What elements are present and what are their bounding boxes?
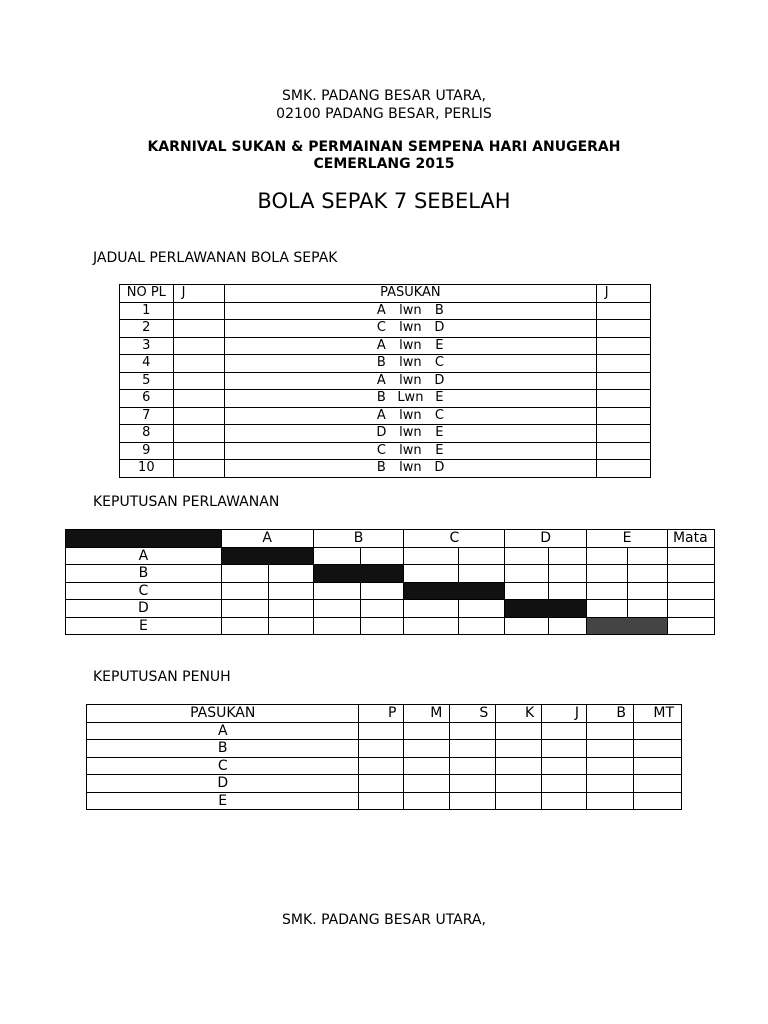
goals-team-a-cell[interactable] (173, 302, 224, 320)
score-cell[interactable] (628, 565, 668, 583)
score-cell[interactable] (268, 600, 313, 618)
school-address: 02100 PADANG BESAR, PERLIS (276, 106, 492, 122)
match-teams (225, 425, 597, 443)
table-row (87, 792, 682, 810)
match-number: 3 (120, 337, 174, 355)
versus-label: lwn (399, 337, 422, 353)
match-number: 10 (120, 460, 174, 478)
team-name: E (87, 792, 359, 810)
score-cell[interactable] (587, 600, 628, 618)
team-b: E (435, 442, 444, 458)
stat-cell[interactable] (359, 740, 404, 758)
table-row (66, 582, 715, 600)
column-header-team-e: E (587, 530, 668, 548)
goals-team-a-cell[interactable] (173, 460, 224, 478)
stat-cell[interactable] (450, 792, 496, 810)
goals-team-a-cell[interactable] (173, 372, 224, 390)
column-header-team-b: B (313, 530, 404, 548)
table-row (120, 390, 651, 408)
score-cell[interactable] (587, 582, 628, 600)
table-row (120, 460, 651, 478)
goals-team-b-cell[interactable] (596, 355, 650, 373)
stat-cell[interactable] (633, 722, 681, 740)
points-cell[interactable] (667, 617, 714, 635)
match-teams (225, 355, 597, 373)
score-cell[interactable] (360, 547, 404, 565)
versus-label: lwn (399, 425, 422, 441)
table-row (87, 757, 682, 775)
stat-cell[interactable] (587, 775, 634, 793)
results-grid (65, 529, 715, 635)
team-a: A (376, 407, 386, 423)
stat-cell[interactable] (633, 740, 681, 758)
match-number: 6 (120, 390, 174, 408)
team-name: B (87, 740, 359, 758)
table-row (66, 617, 715, 635)
goals-team-b-cell[interactable] (596, 390, 650, 408)
column-header-goals-b: J (596, 285, 650, 303)
score-cell[interactable] (587, 565, 628, 583)
score-cell[interactable] (268, 582, 313, 600)
goals-team-b-cell[interactable] (596, 442, 650, 460)
score-cell[interactable] (404, 547, 459, 565)
stat-cell[interactable] (496, 792, 542, 810)
self-match-cell (587, 617, 668, 635)
table-row (120, 372, 651, 390)
table-row (120, 320, 651, 338)
score-cell[interactable] (505, 617, 549, 635)
score-cell[interactable] (268, 617, 313, 635)
column-header-mata: Mata (667, 530, 714, 548)
schedule-table (119, 284, 651, 478)
table-row (120, 407, 651, 425)
stat-cell[interactable] (542, 757, 587, 775)
team-a: A (376, 337, 386, 353)
event-title-line1: KARNIVAL SUKAN & PERMAINAN SEMPENA HARI ANUGERAH (147, 139, 621, 155)
goals-team-b-cell[interactable] (596, 460, 650, 478)
score-cell[interactable] (628, 582, 668, 600)
points-cell[interactable] (667, 600, 714, 618)
stat-cell[interactable] (404, 757, 450, 775)
match-number: 2 (120, 320, 174, 338)
match-teams (225, 390, 597, 408)
score-cell[interactable] (360, 582, 404, 600)
team-a: B (376, 355, 386, 371)
score-cell[interactable] (221, 582, 268, 600)
score-cell[interactable] (459, 600, 505, 618)
score-cell[interactable] (505, 582, 549, 600)
table-row (66, 600, 715, 618)
match-number: 1 (120, 302, 174, 320)
table-row (66, 547, 715, 565)
score-cell[interactable] (313, 582, 360, 600)
column-header-b: B (587, 705, 634, 723)
score-cell[interactable] (549, 547, 587, 565)
table-row (87, 740, 682, 758)
score-cell[interactable] (628, 600, 668, 618)
match-teams (225, 320, 597, 338)
goals-team-b-cell[interactable] (596, 407, 650, 425)
versus-label: lwn (399, 460, 422, 476)
row-header-team-a: A (66, 547, 222, 565)
stat-cell[interactable] (542, 775, 587, 793)
versus-label: lwn (399, 407, 422, 423)
stat-cell[interactable] (542, 722, 587, 740)
stat-cell[interactable] (496, 757, 542, 775)
event-title-line2: CEMERLANG 2015 (313, 156, 455, 172)
team-b: E (435, 425, 444, 441)
stat-cell[interactable] (359, 722, 404, 740)
team-b: E (435, 337, 444, 353)
stat-cell[interactable] (450, 740, 496, 758)
team-a: B (376, 390, 386, 406)
match-teams (225, 407, 597, 425)
standings-heading: KEPUTUSAN PENUH (93, 669, 231, 685)
column-header-j: J (542, 705, 587, 723)
stat-cell[interactable] (542, 740, 587, 758)
goals-team-a-cell[interactable] (173, 337, 224, 355)
row-header-team-e: E (66, 617, 222, 635)
table-row (120, 355, 651, 373)
goals-team-b-cell[interactable] (596, 337, 650, 355)
team-b: C (434, 407, 444, 423)
score-cell[interactable] (360, 600, 404, 618)
self-match-cell (404, 582, 505, 600)
stat-cell[interactable] (359, 757, 404, 775)
stat-cell[interactable] (587, 740, 634, 758)
team-name: C (87, 757, 359, 775)
score-cell[interactable] (404, 600, 459, 618)
stat-cell[interactable] (404, 740, 450, 758)
stat-cell[interactable] (587, 792, 634, 810)
match-teams (225, 372, 597, 390)
team-a: C (376, 442, 386, 458)
score-cell[interactable] (404, 565, 459, 583)
versus-label: lwn (399, 442, 422, 458)
score-cell[interactable] (459, 565, 505, 583)
column-header-team-d: D (505, 530, 587, 548)
table-row (120, 337, 651, 355)
versus-label: lwn (399, 355, 422, 371)
points-cell[interactable] (667, 565, 714, 583)
column-header-s: S (450, 705, 496, 723)
row-header-team-c: C (66, 582, 222, 600)
team-b: D (434, 460, 445, 476)
versus-label: lwn (399, 320, 422, 336)
column-header-goals-a: J (173, 285, 224, 303)
self-match-cell (221, 547, 313, 565)
self-match-cell (505, 600, 587, 618)
score-cell[interactable] (313, 600, 360, 618)
match-number: 5 (120, 372, 174, 390)
results-heading: KEPUTUSAN PERLAWANAN (93, 494, 280, 510)
column-header-pasukan: PASUKAN (87, 705, 359, 723)
team-a: A (376, 372, 386, 388)
goals-team-b-cell[interactable] (596, 320, 650, 338)
points-cell[interactable] (667, 582, 714, 600)
match-teams (225, 460, 597, 478)
stat-cell[interactable] (359, 775, 404, 793)
versus-label: lwn (399, 302, 422, 318)
footer-school-name: SMK. PADANG BESAR UTARA, (282, 912, 486, 928)
table-row (120, 302, 651, 320)
stat-cell[interactable] (404, 775, 450, 793)
goals-team-b-cell[interactable] (596, 372, 650, 390)
stat-cell[interactable] (404, 722, 450, 740)
team-a: A (376, 302, 386, 318)
goals-team-a-cell[interactable] (173, 407, 224, 425)
match-number: 9 (120, 442, 174, 460)
points-cell[interactable] (667, 547, 714, 565)
stat-cell[interactable] (450, 775, 496, 793)
stat-cell[interactable] (450, 757, 496, 775)
team-b: D (434, 372, 445, 388)
score-cell[interactable] (360, 617, 404, 635)
score-cell[interactable] (549, 617, 587, 635)
team-a: C (376, 320, 386, 336)
match-teams (225, 442, 597, 460)
goals-team-a-cell[interactable] (173, 355, 224, 373)
stat-cell[interactable] (496, 740, 542, 758)
score-cell[interactable] (221, 565, 268, 583)
team-b: D (434, 320, 445, 336)
team-b: C (434, 355, 444, 371)
stat-cell[interactable] (587, 722, 634, 740)
table-row (66, 565, 715, 583)
column-header-teams: PASUKAN (225, 285, 597, 303)
school-name: SMK. PADANG BESAR UTARA, (282, 88, 486, 104)
column-header-p: P (359, 705, 404, 723)
score-cell[interactable] (549, 582, 587, 600)
stat-cell[interactable] (633, 757, 681, 775)
match-teams (225, 302, 597, 320)
column-header-k: K (496, 705, 542, 723)
column-header-team-c: C (404, 530, 505, 548)
match-number: 7 (120, 407, 174, 425)
stat-cell[interactable] (496, 775, 542, 793)
schedule-heading: JADUAL PERLAWANAN BOLA SEPAK (93, 250, 338, 266)
row-header-team-d: D (66, 600, 222, 618)
table-header-row (120, 285, 651, 303)
page-title: BOLA SEPAK 7 SEBELAH (257, 189, 511, 213)
score-cell[interactable] (587, 547, 628, 565)
team-a: B (376, 460, 386, 476)
score-cell[interactable] (404, 617, 459, 635)
score-cell[interactable] (221, 600, 268, 618)
column-header-m: M (404, 705, 450, 723)
goals-team-a-cell[interactable] (173, 425, 224, 443)
results-header-row (66, 530, 715, 548)
score-cell[interactable] (313, 547, 360, 565)
table-row (87, 775, 682, 793)
table-row (120, 425, 651, 443)
team-name: D (87, 775, 359, 793)
goals-team-b-cell[interactable] (596, 302, 650, 320)
stat-cell[interactable] (404, 792, 450, 810)
stat-cell[interactable] (633, 775, 681, 793)
stat-cell[interactable] (359, 792, 404, 810)
stat-cell[interactable] (633, 792, 681, 810)
versus-label: lwn (399, 372, 422, 388)
score-cell[interactable] (268, 565, 313, 583)
table-row (120, 442, 651, 460)
column-header-mt: MT (633, 705, 681, 723)
standings-table (86, 704, 682, 810)
match-teams (225, 337, 597, 355)
table-row (87, 722, 682, 740)
standings-header-row (87, 705, 682, 723)
team-name: A (87, 722, 359, 740)
column-header-no: NO PL (120, 285, 174, 303)
team-a: D (376, 425, 387, 441)
stat-cell[interactable] (496, 722, 542, 740)
match-number: 4 (120, 355, 174, 373)
goals-team-a-cell[interactable] (173, 390, 224, 408)
score-cell[interactable] (505, 547, 549, 565)
team-b: B (434, 302, 444, 318)
team-b: E (435, 390, 444, 406)
versus-label: Lwn (397, 390, 424, 406)
stat-cell[interactable] (450, 722, 496, 740)
goals-team-b-cell[interactable] (596, 425, 650, 443)
score-cell[interactable] (505, 565, 549, 583)
goals-team-a-cell[interactable] (173, 320, 224, 338)
row-header-team-b: B (66, 565, 222, 583)
stat-cell[interactable] (542, 792, 587, 810)
column-header-team-a: A (221, 530, 313, 548)
match-number: 8 (120, 425, 174, 443)
score-cell[interactable] (549, 565, 587, 583)
score-cell[interactable] (459, 617, 505, 635)
score-cell[interactable] (313, 617, 360, 635)
score-cell[interactable] (459, 547, 505, 565)
stat-cell[interactable] (587, 757, 634, 775)
self-match-cell (313, 565, 404, 583)
goals-team-a-cell[interactable] (173, 442, 224, 460)
score-cell[interactable] (221, 617, 268, 635)
score-cell[interactable] (628, 547, 668, 565)
corner-cell (66, 530, 222, 548)
